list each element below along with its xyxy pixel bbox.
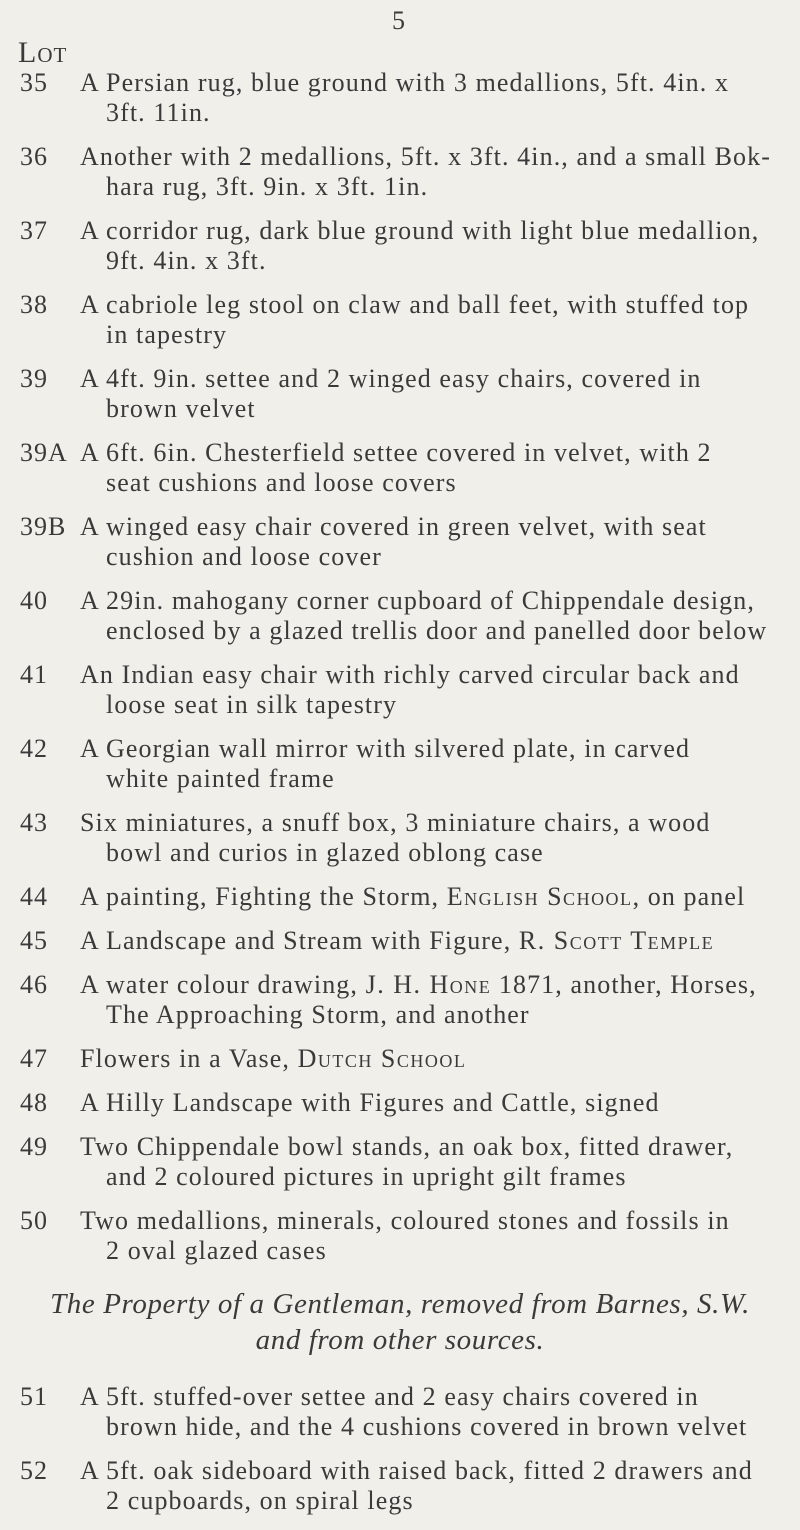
lot-description-line: white painted frame [106, 764, 335, 793]
lot-entry-42 [0, 734, 800, 794]
lot-description-line: Two Chippendale bowl stands, an oak box, fitted drawer, [80, 1132, 734, 1161]
lot-description-line: A 29in. mahogany corner cupboard of Chippendale design, [80, 586, 755, 615]
lot-number: 44 [20, 882, 48, 911]
section-heading [0, 1286, 800, 1358]
lot-entry-43 [0, 808, 800, 868]
lot-description-line: cushion and loose cover [106, 542, 382, 571]
lot-number: 38 [20, 290, 48, 319]
lot-description-line: and 2 coloured pictures in upright gilt frames [106, 1162, 627, 1191]
lot-entry-39 [0, 364, 800, 424]
lot-description-line: A 6ft. 6in. Chesterfield settee covered in velvet, with 2 [80, 438, 712, 467]
lot-description-line: Two medallions, minerals, coloured stones and fossils in [80, 1206, 730, 1235]
lot-description [80, 438, 780, 498]
lot-description-line: bowl and curios in glazed oblong case [106, 838, 544, 867]
lot-description [80, 512, 780, 572]
artist-name: R. Scott Temple [518, 926, 715, 955]
lot-number: 47 [20, 1044, 48, 1073]
lot-entry-39a [0, 438, 800, 498]
lot-description-line: brown hide, and the 4 cushions covered in brown velvet [106, 1412, 748, 1441]
lot-description [80, 216, 780, 276]
lot-description-text: 1871, another, Horses, [491, 970, 757, 999]
lot-description-line: A 5ft. oak sideboard with raised back, fitted 2 drawers and [80, 1456, 753, 1485]
lot-entry-45 [0, 926, 800, 956]
lot-number: 52 [20, 1456, 48, 1485]
lot-description [80, 586, 780, 646]
lot-description [80, 364, 780, 424]
lot-number: 39 [20, 364, 48, 393]
lot-description-line: 3ft. 11in. [106, 98, 211, 127]
artist-name: J. H. Hone [365, 970, 492, 999]
lot-description-text: A Landscape and Stream with Figure, [80, 926, 519, 955]
artist-name: Dutch School [297, 1044, 467, 1073]
lot-description-line: A Georgian wall mirror with silvered plate, in carved [80, 734, 691, 763]
lot-description-text: A water colour drawing, [80, 970, 366, 999]
lot-number: 39A [20, 438, 68, 467]
lot-description-line: A winged easy chair covered in green velvet, with seat [80, 512, 707, 541]
lot-number: 39B [20, 512, 67, 541]
lot-entry-49 [0, 1132, 800, 1192]
lot-description-line: A Persian rug, blue ground with 3 medallions, 5ft. 4in. x [80, 68, 730, 97]
lot-number: 50 [20, 1206, 48, 1235]
lot-description [80, 1382, 780, 1442]
lot-number: 35 [20, 68, 48, 97]
lot-description-line: The Approaching Storm, and another [106, 1000, 530, 1029]
lot-description-text: Flowers in a Vase, [80, 1044, 298, 1073]
lot-list [0, 68, 800, 1530]
lot-description [80, 68, 780, 128]
lot-entry-48 [0, 1088, 800, 1118]
lot-description-text: A painting, Fighting the Storm, [80, 882, 447, 911]
lot-number: 51 [20, 1382, 48, 1411]
lot-description [80, 1206, 780, 1266]
lot-description-text: A Hilly Landscape with Figures and Cattle, signed [80, 1088, 660, 1117]
lot-number: 37 [20, 216, 48, 245]
section-heading-line: The Property of a Gentleman, removed from Barnes, S.W. [50, 1288, 750, 1320]
lot-description [80, 290, 780, 350]
lot-number: 46 [20, 970, 48, 999]
lot-description [80, 660, 780, 720]
lot-number: 43 [20, 808, 48, 837]
artist-name: English School [446, 882, 633, 911]
lot-description-line: in tapestry [106, 320, 228, 349]
lot-entry-44 [0, 882, 800, 912]
lot-description [80, 734, 780, 794]
lot-description-line: enclosed by a glazed trellis door and panelled door below [106, 616, 768, 645]
lot-description-text: , on panel [632, 882, 746, 911]
lot-description-line: loose seat in silk tapestry [106, 690, 398, 719]
lot-description [80, 808, 780, 868]
lot-description [80, 926, 780, 956]
lot-entry-50 [0, 1206, 800, 1266]
lot-description-line: seat cushions and loose covers [106, 468, 457, 497]
lot-description-line: 2 cupboards, on spiral legs [106, 1486, 414, 1515]
lot-entry-36 [0, 142, 800, 202]
lot-entry-52 [0, 1456, 800, 1516]
lot-description-line: hara rug, 3ft. 9in. x 3ft. 1in. [106, 172, 429, 201]
lot-number: 48 [20, 1088, 48, 1117]
lot-description-line: A corridor rug, dark blue ground with light blue medallion, [80, 216, 760, 245]
lot-description [80, 1456, 780, 1516]
lot-entry-35 [0, 68, 800, 128]
lot-description-line: A cabriole leg stool on claw and ball feet, with stuffed top [80, 290, 750, 319]
lot-description-line: Another with 2 medallions, 5ft. x 3ft. 4in., and a small Bok- [80, 142, 772, 171]
lot-description [80, 1044, 780, 1074]
lot-description-line: A 5ft. stuffed-over settee and 2 easy chairs covered in [80, 1382, 699, 1411]
lot-number: 40 [20, 586, 48, 615]
lot-description-line: An Indian easy chair with richly carved circular back and [80, 660, 740, 689]
section-heading-line: and from other sources. [255, 1324, 545, 1356]
lot-description [80, 142, 780, 202]
lot-entry-41 [0, 660, 800, 720]
lot-number: 45 [20, 926, 48, 955]
lot-description-line: 9ft. 4in. x 3ft. [106, 246, 267, 275]
lot-number: 49 [20, 1132, 48, 1161]
lot-entry-47 [0, 1044, 800, 1074]
lot-description-line: A 4ft. 9in. settee and 2 winged easy chairs, covered in [80, 364, 702, 393]
lot-entry-51 [0, 1382, 800, 1442]
lot-column-heading: Lot [18, 36, 68, 69]
lot-entry-46 [0, 970, 800, 1030]
lot-entry-38 [0, 290, 800, 350]
lot-number: 41 [20, 660, 48, 689]
lot-description [80, 970, 780, 1030]
lot-entry-37 [0, 216, 800, 276]
page-number: 5 [392, 6, 405, 35]
lot-number: 36 [20, 142, 48, 171]
lot-entry-40 [0, 586, 800, 646]
lot-description-line: Six miniatures, a snuff box, 3 miniature chairs, a wood [80, 808, 711, 837]
lot-number: 42 [20, 734, 48, 763]
lot-description-line: brown velvet [106, 394, 256, 423]
lot-entry-39b [0, 512, 800, 572]
lot-description-line: 2 oval glazed cases [106, 1236, 327, 1265]
lot-description [80, 1088, 780, 1118]
lot-description [80, 1132, 780, 1192]
lot-description [80, 882, 780, 912]
